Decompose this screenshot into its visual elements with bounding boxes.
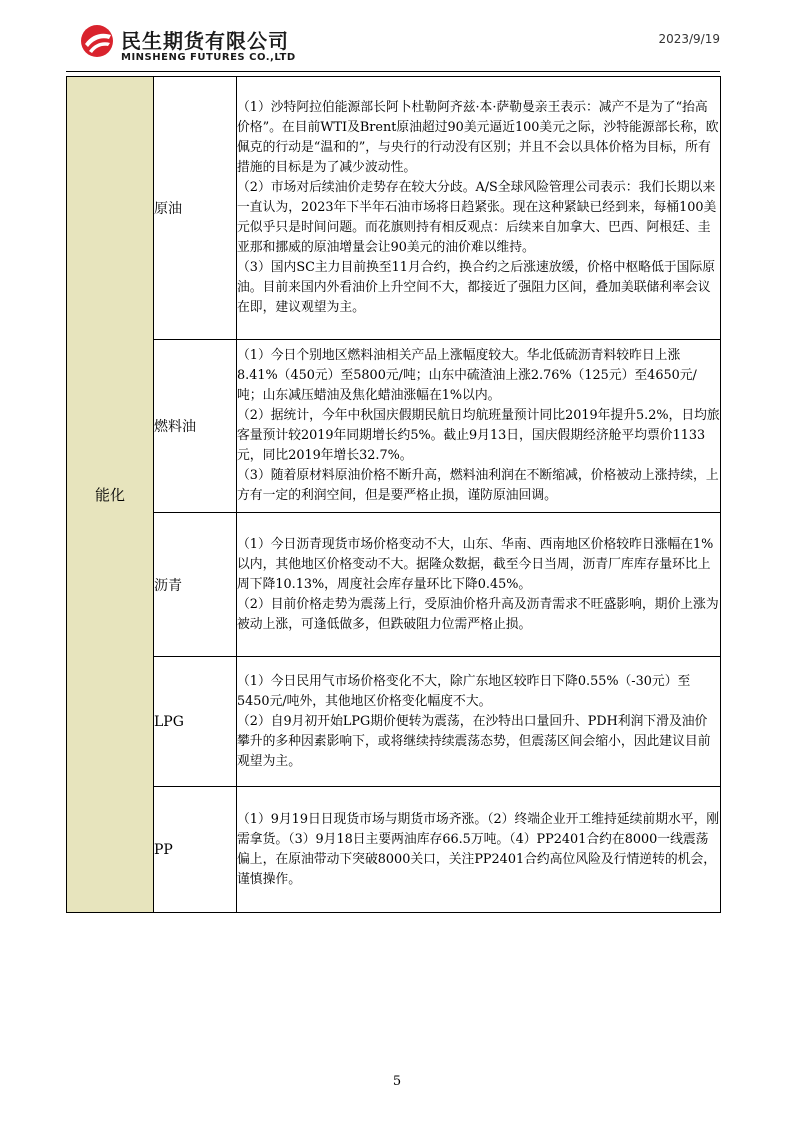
- company-name-en: MINSHENG FUTURES CO.,LTD: [121, 52, 296, 63]
- commentary-cell: [237, 787, 721, 913]
- report-date: 2023/9/19: [658, 32, 720, 46]
- commentary-cell: [237, 513, 721, 657]
- product-name: 燃料油: [154, 340, 237, 513]
- table-row: [67, 77, 721, 340]
- commentary-paragraph: （3）国内SC主力目前换至11月合约，换合约之后涨速放缓，价格中枢略低于国际原油。目前来国内外看油价上升空间不大，都接近了强阻力区间，叠加美联储利率会议在即，建议观望为主。: [237, 260, 716, 315]
- commentary-paragraph: （1）今日沥青现货市场价格变动不大，山东、华南、西南地区价格较昨日涨幅在1%以内，其他地区价格变动不大。据隆众数据，截至今日当周，沥青厂库库存量环比上周下降10.13%，周度社会库存量环比下降0.45%。: [237, 536, 714, 592]
- product-name: 沥青: [154, 513, 237, 657]
- commentary-paragraph: （2）据统计，今年中秋国庆假期民航日均航班量预计同比2019年提升5.2%，日均旅客量预计较2019年同期增长约5%。截止9月13日，国庆假期经济舱平均票价1133元，同比2019年增长32.7%。: [237, 408, 720, 463]
- page-number: 5: [392, 1074, 402, 1089]
- table-row: [67, 340, 721, 513]
- commentary-paragraph: （1）沙特阿拉伯能源部长阿卜杜勒阿齐兹·本·萨勒曼亲王表示：减产不是为了“抬高价格”。在目前WTI及Brent原油超过90美元逼近100美元之际，沙特能源部长称，欧佩克的行动是“温和的”，与央行的行动没有区别；并且不会以具体价格为目标，所有措施的目标是为了减少波动性。: [237, 100, 719, 175]
- company-name-cn: 民生期货有限公司: [121, 29, 289, 53]
- product-name: LPG: [154, 657, 237, 787]
- sector-cell: 能化: [67, 77, 154, 913]
- commentary-table: [66, 76, 721, 913]
- header-divider: [66, 71, 720, 72]
- commentary-paragraph: （2）自9月初开始LPG期价便转为震荡，在沙特出口量回升、PDH利润下滑及油价攀升的多种因素影响下，或将继续持续震荡态势，但震荡区间会缩小，因此建议目前观望为主。: [237, 713, 711, 769]
- product-name: 原油: [154, 77, 237, 340]
- commentary-cell: [237, 340, 721, 513]
- commentary-paragraph: （1）9月19日日现货市场与期货市场齐涨。（2）终端企业开工维持延续前期水平，刚需拿货。（3）9月18日主要两油库存66.5万吨。（4）PP2401合约在8000一线震荡偏上，在原油带动下突破8000关口，关注PP2401合约高位风险及行情逆转的机会，谨慎操作。: [237, 811, 720, 887]
- commentary-paragraph: （2）目前价格走势为震荡上行，受原油价格升高及沥青需求不旺盛影响，期价上涨为被动上涨，可逢低做多，但跌破阻力位需严格止损。: [237, 596, 719, 632]
- commentary-paragraph: （1）今日个别地区燃料油相关产品上涨幅度较大。华北低硫沥青料较昨日上涨8.41%（450元）至5800元/吨；山东中硫渣油上涨2.76%（125元）至4650元/吨；山东减压蜡油及焦化蜡油涨幅在1%以内。: [237, 348, 697, 403]
- minsheng-logo-icon: [80, 24, 114, 58]
- commentary-paragraph: （2）市场对后续油价走势存在较大分歧。A/S全球风险管理公司表示：我们长期以来一直认为，2023年下半年石油市场将日趋紧张。现在这种紧缺已经到来，每桶100美元似乎只是时间问题。而花旗则持有相反观点：后续来自加拿大、巴西、阿根廷、圭亚那和挪威的原油增量会让90美元的油价难以维持。: [237, 180, 717, 255]
- page-header: [0, 0, 794, 70]
- table-row: [67, 513, 721, 657]
- commentary-paragraph: （1）今日民用气市场价格变化不大，除广东地区较昨日下降0.55%（-30元）至5450元/吨外，其他地区价格变化幅度不大。: [237, 673, 691, 709]
- product-name: PP: [154, 787, 237, 913]
- commentary-cell: [237, 657, 721, 787]
- table-row: [67, 787, 721, 913]
- commentary-cell: [237, 77, 721, 340]
- table-row: [67, 657, 721, 787]
- commentary-paragraph: （3）随着原材料原油价格不断升高，燃料油利润在不断缩减，价格被动上涨持续，上方有一定的利润空间，但是要严格止损，谨防原油回调。: [237, 468, 719, 503]
